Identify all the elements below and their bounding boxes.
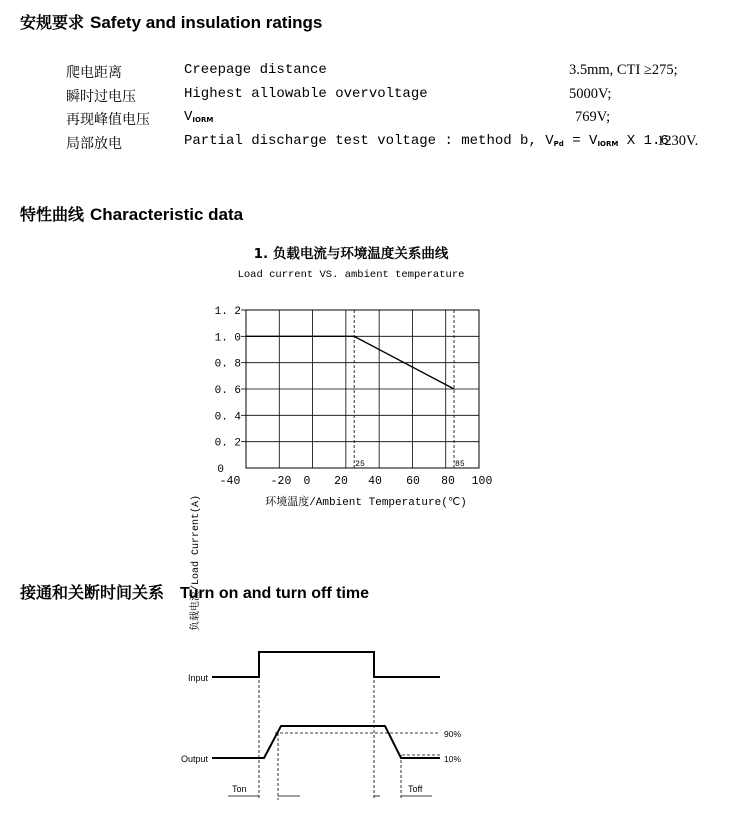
timing-heading-cn: 接通和关断时间关系 xyxy=(20,583,165,602)
output-label: Output xyxy=(180,754,208,764)
spec-value: 769V; xyxy=(575,109,611,125)
pd-text-b: = V xyxy=(563,133,598,149)
input-label: Input xyxy=(187,673,208,683)
y-tick-label: 1. 0 xyxy=(214,332,241,345)
spec-row-partial-discharge xyxy=(66,133,706,155)
x-tick-label: -20 xyxy=(270,475,292,488)
spec-label-cn: 瞬时过电压 xyxy=(66,89,136,105)
spec-label-cn: 局部放电 xyxy=(66,136,122,152)
ton-label: Ton xyxy=(232,784,247,794)
viorm-symbol: V xyxy=(184,109,193,125)
characteristic-heading-en: Characteristic data xyxy=(90,205,244,224)
spec-label-en xyxy=(184,109,213,125)
characteristic-heading-cn: 特性曲线 xyxy=(20,205,85,224)
iorm-subscript: IORM xyxy=(597,140,619,148)
spec-label-en: Highest allowable overvoltage xyxy=(184,86,428,102)
spec-row-creepage xyxy=(66,62,706,84)
viorm-subscript: IORM xyxy=(192,116,214,124)
y-tick-label: 0. 8 xyxy=(214,358,241,371)
spec-value: 5000V; xyxy=(569,86,612,102)
safety-heading-cn: 安规要求 xyxy=(20,13,85,32)
pd-text-a: Partial discharge test voltage : method b, V xyxy=(184,133,554,149)
x-tick-label: 100 xyxy=(471,475,493,488)
spec-label-en xyxy=(184,133,669,149)
x-tick-label: 40 xyxy=(368,475,382,488)
x-tick-label: 60 xyxy=(406,475,420,488)
chart-subtitle: Load current VS. ambient temperature xyxy=(237,269,465,281)
safety-heading-en: Safety and insulation ratings xyxy=(90,13,323,32)
spec-row-viorm xyxy=(66,109,706,131)
chart-grid xyxy=(241,310,479,468)
temperature-marker-label: 25 xyxy=(355,460,365,469)
toff-label: Toff xyxy=(408,784,423,794)
characteristic-heading xyxy=(20,202,243,225)
timing-heading xyxy=(20,580,369,603)
y-tick-label: 0. 6 xyxy=(214,385,241,397)
y-tick-label: 0. 2 xyxy=(214,437,241,450)
y-tick-label: 0. 4 xyxy=(214,411,241,424)
spec-value: 1230V. xyxy=(657,133,699,149)
timing-heading-en: Turn on and turn off time xyxy=(180,585,370,602)
y-tick-label: 0 xyxy=(217,464,224,476)
chart-title: 1. 负载电流与环境温度关系曲线 xyxy=(253,246,449,262)
spec-row-overvoltage xyxy=(66,86,706,108)
safety-heading xyxy=(20,10,322,33)
spec-label-cn: 再现峰值电压 xyxy=(66,112,150,128)
pd-text-c: X 1.6 xyxy=(618,133,669,149)
label-10-percent: 10% xyxy=(444,754,462,764)
y-tick-label: 1. 2 xyxy=(214,306,241,318)
label-90-percent: 90% xyxy=(444,729,462,739)
input-waveform xyxy=(212,652,440,677)
spec-label-en: Creepage distance xyxy=(184,62,327,78)
pd-subscript: Pd xyxy=(553,140,564,148)
timing-diagram xyxy=(0,640,750,810)
chart-x-axis-label: 环境温度/Ambient Temperature(℃) xyxy=(265,497,467,509)
chart-y-axis-label: 负载电流/Load Current(A) xyxy=(191,494,202,631)
x-tick-label: -40 xyxy=(219,475,241,488)
x-tick-label: 20 xyxy=(334,475,348,488)
temperature-marker-label: 85 xyxy=(455,460,465,469)
x-tick-label: 80 xyxy=(441,475,455,488)
chart-tick-labels xyxy=(215,306,493,488)
spec-label-cn: 爬电距离 xyxy=(66,65,122,81)
output-waveform xyxy=(212,726,440,758)
spec-value: 3.5mm, CTI ≥275; xyxy=(569,62,678,78)
x-tick-label: 0 xyxy=(303,475,311,488)
